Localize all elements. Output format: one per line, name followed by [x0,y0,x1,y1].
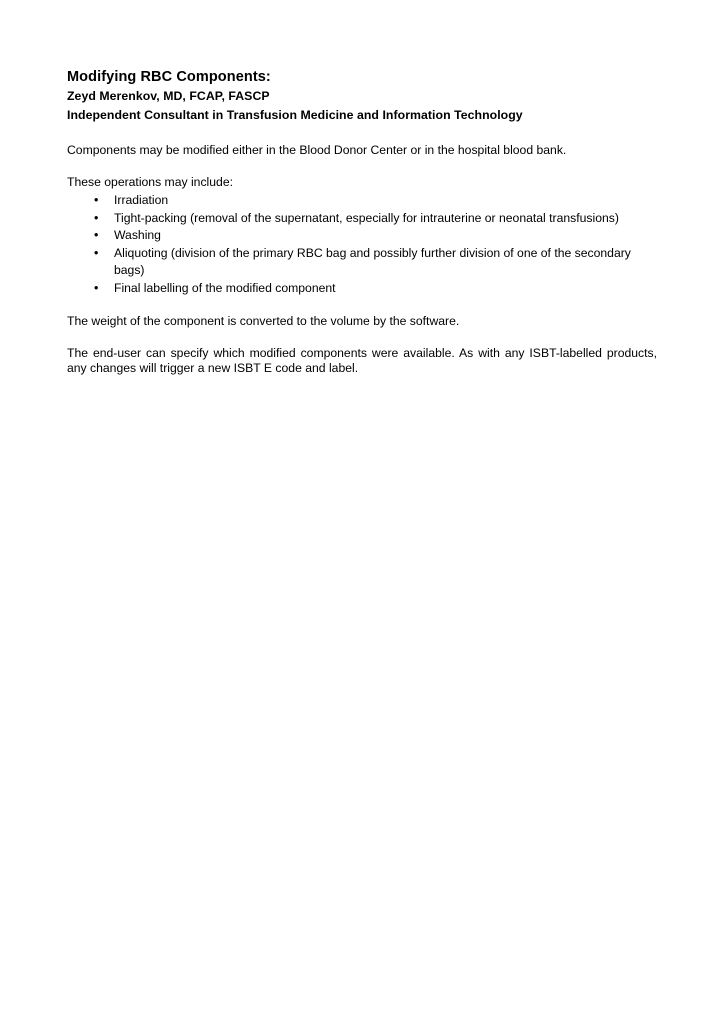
list-item-label: Final labelling of the modified component [114,280,336,295]
list-item-label: Tight-packing (removal of the supernatant, especially for intrauterine or neonatal transfusions) [114,210,619,225]
spacer [67,158,657,175]
bullet-icon: • [94,193,99,207]
page-title: Modifying RBC Components: [67,69,271,85]
document-body [67,68,657,376]
list-item-label: Aliquoting (division of the primary RBC bag and possibly further division of one of the secondary bags) [114,245,631,277]
list-item [67,245,657,280]
author-line: Zeyd Merenkov, MD, FCAP, FASCP [67,89,270,103]
paragraph-intro: Components may be modified either in the Blood Donor Center or in the hospital blood bank. [67,143,567,157]
list-item [67,227,657,245]
list-item [67,280,657,298]
paragraph-weight-conversion: The weight of the component is converted to the volume by the software. [67,314,460,328]
bullet-icon: • [94,228,99,242]
spacer [67,125,657,143]
list-item [67,210,657,228]
spacer [67,329,657,346]
list-item-label: Washing [114,228,161,242]
paragraph-operations-lead: These operations may include: [67,175,233,189]
paragraph-end-user: The end-user can specify which modified components were available. As with any ISBT-labelled products, any changes will trigger a new ISBT E code and label. [67,346,657,375]
bullet-icon: • [94,210,99,225]
list-item [67,192,657,210]
spacer [67,297,657,314]
list-item-label: Irradiation [114,193,169,207]
operations-list [67,192,657,297]
bullet-icon: • [94,245,99,260]
bullet-icon: • [94,280,99,295]
affiliation-line: Independent Consultant in Transfusion Medicine and Information Technology [67,108,523,122]
